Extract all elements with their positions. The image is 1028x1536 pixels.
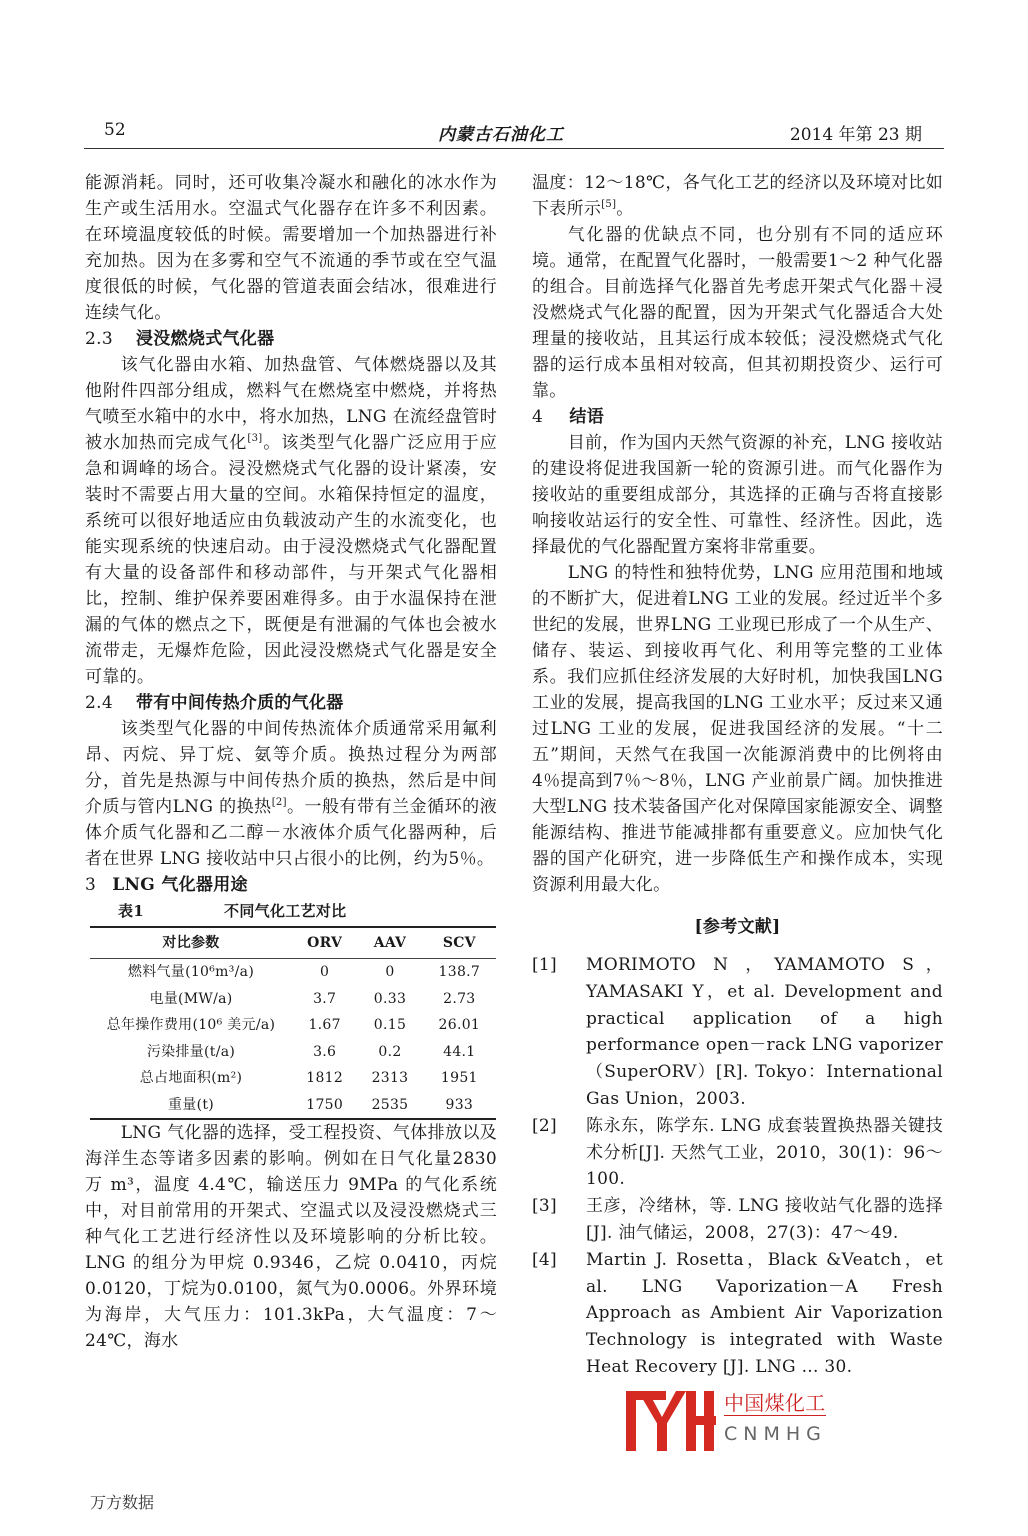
paragraph: 能源消耗。同时，还可收集冷凝水和融化的冰水作为生产或生活用水。空温式气化器存在许多不利因素。在环境温度较低的时候。需要增加一个加热器进行补充加热。因为在多雾和空气不流通的季节或在空气温度很低的时候，气化器的管道表面会结冰，很难进行连续气化。 bbox=[85, 173, 497, 323]
paragraph: 温度：12～18℃，各气化工艺的经济以及环境对比如下表所示[5]。 bbox=[532, 173, 943, 219]
table-cell: 44.1 bbox=[443, 1043, 476, 1060]
citation[interactable]: [3] bbox=[247, 433, 263, 444]
watermark-text-en: CNMHG bbox=[724, 1422, 827, 1445]
table-row bbox=[90, 986, 496, 1013]
table-cell: 电量(MW/a) bbox=[149, 990, 233, 1007]
citation[interactable]: [2] bbox=[271, 797, 287, 808]
table-cell: 0.15 bbox=[373, 1017, 407, 1034]
table-cell: 重量(t) bbox=[167, 1096, 215, 1113]
footer-source: 万方数据 bbox=[90, 1493, 155, 1512]
comparison-table bbox=[90, 926, 496, 1120]
paragraph: LNG 的特性和独特优势，LNG 应用范围和地域的不断扩大，促进着LNG 工业的发展。经过近半个多世纪的发展，世界LNG 工业现已形成了一个从生产、储存、装运、到接收再气化、利用等完整的工业体系。我们应抓住经济发展的大好时机，加快我国LNG 工业的发展，提高我国的LNG 工业水平；反过来又通过LNG 工业的发展，促进我国经济的发展。“十二五”期间，天然气在我国一次能源消费中的比例将由4％提高到7％～8％，LNG 产业前景广阔。加快推进大型LNG 技术装备国产化对保障国家能源安全、调整能源结构、推进节能减排都有重要意义。应加快气化器的国产化研究，进一步降低生产和操作成本，实现资源利用最大化。 bbox=[532, 563, 943, 895]
table-cell: 1.67 bbox=[308, 1017, 341, 1034]
citation[interactable]: [5] bbox=[601, 199, 617, 210]
table-cell: 3.6 bbox=[313, 1043, 337, 1060]
section-heading-2-3: 2.3 浸没燃烧式气化器 bbox=[85, 329, 275, 349]
paragraph: 该类型气化器的中间传热流体介质通常采用氟利昂、丙烷、异丁烷、氨等介质。换热过程分为两部分，首先是热源与中间传热介质的换热，然后是中间介质与管内LNG 的换热[2]。一般有带有兰金循环的液体介质气化器和乙二醇－水液体介质气化器两种，后者在世界 LNG 接收站中只占很小的比例，约为5％。 bbox=[85, 719, 497, 869]
section-heading-3: 3 LNG 气化器用途 bbox=[85, 875, 248, 895]
right-column bbox=[532, 170, 943, 1453]
table-cell: 3.7 bbox=[313, 990, 337, 1007]
column-header: SCV bbox=[442, 935, 476, 951]
table-cell: 26.01 bbox=[438, 1017, 481, 1034]
table-cell: 0 bbox=[320, 964, 330, 981]
issue-label: 2014 年第 23 期 bbox=[789, 125, 922, 145]
table-cell: 0.33 bbox=[373, 990, 407, 1007]
page-number: 52 bbox=[104, 120, 126, 140]
reference-item: [4] Martin J. Rosetta，Black &Veatch，et al. LNG Vaporization－A Fresh Approach as Ambient Air Vaporization Technology is integrated with Waste Heat Recovery [J]. LNG ... 30. bbox=[532, 1249, 943, 1377]
header-rule bbox=[84, 148, 944, 149]
table-cell: 138.7 bbox=[438, 964, 481, 981]
reference-item: [2] 陈永东，陈学东. LNG 成套装置换热器关键技术分析[J]. 天然气工业，2010，30(1)：96～100. bbox=[532, 1115, 943, 1190]
table-cell: 污染排量(t/a) bbox=[146, 1043, 236, 1060]
table-cell: 2.73 bbox=[443, 990, 476, 1007]
table-cell: 总年操作费用(10⁶ 美元/a) bbox=[106, 1017, 276, 1034]
column-header: AAV bbox=[373, 935, 407, 951]
column-header: 对比参数 bbox=[162, 935, 220, 951]
reference-item: [3] 王彦，冷绪林，等. LNG 接收站气化器的选择[J]. 油气储运，2008，27(3)：47～49. bbox=[532, 1196, 943, 1243]
paragraph: 气化器的优缺点不同，也分别有不同的适应环境。通常，在配置气化器时，一般需要1～2 种气化器的组合。目前选择气化器首先考虑开架式气化器＋浸没燃烧式气化器的配置，因为开架式气化器适合大处理量的接收站，且其运行成本较低；浸没燃烧式气化器的运行成本虽相对较高，但其初期投资少、运行可靠。 bbox=[532, 225, 943, 401]
table-row bbox=[90, 1092, 496, 1120]
table-row bbox=[90, 1039, 496, 1066]
references-heading: [参考文献] bbox=[694, 917, 781, 937]
table-caption: 表1 不同气化工艺对比 bbox=[118, 902, 347, 920]
table-cell: 0 bbox=[385, 964, 395, 981]
watermark bbox=[626, 1391, 943, 1453]
table-cell: 总占地面积(m²) bbox=[139, 1070, 243, 1087]
left-column bbox=[85, 170, 497, 1354]
table-cell: 0.2 bbox=[378, 1043, 402, 1060]
table-row bbox=[90, 1065, 496, 1092]
table-cell: 933 bbox=[445, 1096, 474, 1113]
table-cell: 1951 bbox=[440, 1070, 478, 1087]
table-cell: 1750 bbox=[306, 1096, 344, 1113]
table-cell: 2313 bbox=[371, 1070, 409, 1087]
paragraph: LNG 气化器的选择，受工程投资、气体排放以及海洋生态等诸多因素的影响。例如在日气化量2830 万 m³，温度 4.4℃，输送压力 9MPa 的气化系统中，对目前常用的开架式、空温式以及浸没燃烧式三种气化工艺进行经济性以及环境影响的分析比较。LNG 的组分为甲烷 0.9346，乙烷 0.0410，丙烷 0.0120，丁烷为0.0100，氮气为0.0006。外界环境为海岸，大气压力：101.3kPa，大气温度：7～24℃，海水 bbox=[85, 1123, 497, 1351]
paragraph: 目前，作为国内天然气资源的补充，LNG 接收站的建设将促进我国新一轮的资源引进。而气化器作为接收站的重要组成部分，其选择的正确与否将直接影响接收站运行的安全性、可靠性、经济性。因此，选择最优的气化器配置方案将非常重要。 bbox=[532, 433, 943, 557]
section-heading-2-4: 2.4 带有中间传热介质的气化器 bbox=[85, 693, 344, 713]
journal-title: 内蒙古石油化工 bbox=[438, 125, 564, 145]
table-cell: 1812 bbox=[306, 1070, 344, 1087]
references-list bbox=[532, 952, 943, 1381]
section-heading-4: 4 结语 bbox=[532, 407, 604, 427]
reference-item: [1] MORIMOTO N ，YAMAMOTO S，YAMASAKI Y，et al. Development and practical application of a high performance open－rack LNG vaporizer （SuperORV）[R]. Tokyo：International Gas Union，2003. bbox=[532, 955, 943, 1109]
table-cell: 2535 bbox=[371, 1096, 409, 1113]
table-row bbox=[90, 1012, 496, 1039]
column-header: ORV bbox=[307, 935, 343, 951]
watermark-text-cn: 中国煤化工 bbox=[724, 1390, 826, 1415]
paragraph: 该气化器由水箱、加热盘管、气体燃烧器以及其他附件四部分组成，燃料气在燃烧室中燃烧，并将热气喷至水箱中的水中，将水加热，LNG 在流经盘管时被水加热而完成气化[3]。该类型气化器广泛应用于应急和调峰的场合。浸没燃烧式气化器的设计紧凑，安装时不需要占用大量的空间。水箱保持恒定的温度，系统可以很好地适应由负载波动产生的水流变化，也能实现系统的快速启动。由于浸没燃烧式气化器配置有大量的设备部件和移动部件，与开架式气化器相比，控制、维护保养要困难得多。由于水温保持在泄漏的气体的燃点之下，既便是有泄漏的气体也会被水流带走，无爆炸危险，因此浸没燃烧式气化器是安全可靠的。 bbox=[85, 355, 497, 687]
table-row bbox=[90, 959, 496, 986]
table-header-row bbox=[90, 927, 496, 959]
table-cell: 燃料气量(10⁶m³/a) bbox=[127, 964, 255, 981]
